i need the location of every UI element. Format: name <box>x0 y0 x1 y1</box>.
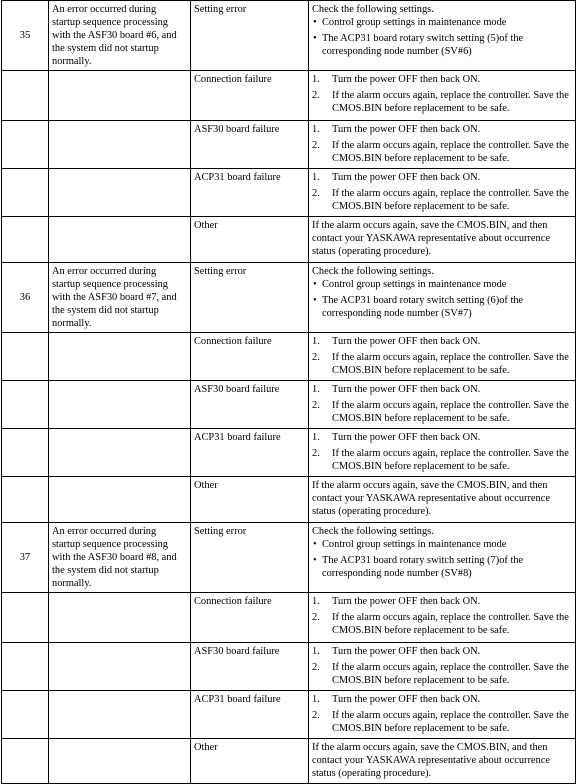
remedy-cell <box>309 643 576 691</box>
remedy-step-list <box>312 595 571 637</box>
remedy-cell <box>309 263 576 333</box>
table-row <box>2 71 576 121</box>
cause-cell: Connection failure <box>191 333 309 381</box>
remedy-step-item <box>312 171 571 184</box>
remedy-step-list <box>312 335 571 377</box>
remedy-cell <box>309 333 576 381</box>
remedy-cell <box>309 217 576 263</box>
table-row <box>2 691 576 739</box>
remedy-step-item <box>312 611 571 637</box>
remedy-step-item <box>312 645 571 658</box>
step-text: Turn the power OFF then back ON. <box>332 646 481 657</box>
step-number: 2. <box>312 90 320 101</box>
remedy-step-item <box>312 447 571 473</box>
step-number: 1. <box>312 172 320 183</box>
alarm-number <box>2 643 49 691</box>
alarm-table-body <box>2 1 576 784</box>
remedy-step-item <box>312 595 571 608</box>
alarm-description <box>49 477 191 523</box>
step-number: 2. <box>312 140 320 151</box>
table-row <box>2 121 576 169</box>
alarm-number <box>2 217 49 263</box>
step-number: 1. <box>312 596 320 607</box>
alarm-number <box>2 691 49 739</box>
remedy-bullet-item: • Control group settings in maintenance mode <box>312 278 571 291</box>
remedy-step-item <box>312 89 571 115</box>
remedy-step-item <box>312 431 571 444</box>
step-number: 2. <box>312 662 320 673</box>
remedy-bullet-list <box>312 278 571 320</box>
table-row <box>2 429 576 477</box>
alarm-description <box>49 643 191 691</box>
step-text: Turn the power OFF then back ON. <box>332 74 481 85</box>
step-number: 1. <box>312 336 320 347</box>
step-text: If the alarm occurs again, replace the controller. Save the CMOS.BIN before replacement to be safe. <box>332 662 569 686</box>
alarm-description <box>49 429 191 477</box>
step-text: Turn the power OFF then back ON. <box>332 694 481 705</box>
remedy-cell <box>309 477 576 523</box>
table-row <box>2 333 576 381</box>
remedy-step-item <box>312 399 571 425</box>
step-text: Turn the power OFF then back ON. <box>332 596 481 607</box>
alarm-number <box>2 333 49 381</box>
cause-cell: ASF30 board failure <box>191 643 309 691</box>
remedy-bullet-item: • The ACP31 board rotary switch setting (7)of the corresponding node number (SV#8) <box>312 554 571 580</box>
remedy-step-list <box>312 693 571 735</box>
remedy-step-item <box>312 73 571 86</box>
cause-cell: Connection failure <box>191 593 309 643</box>
step-number: 1. <box>312 694 320 705</box>
remedy-step-item <box>312 351 571 377</box>
remedy-step-item <box>312 383 571 396</box>
remedy-step-item <box>312 661 571 687</box>
step-text: If the alarm occurs again, replace the controller. Save the CMOS.BIN before replacement to be safe. <box>332 710 569 734</box>
step-number: 2. <box>312 188 320 199</box>
remedy-cell <box>309 169 576 217</box>
remedy-cell <box>309 121 576 169</box>
step-number: 1. <box>312 74 320 85</box>
cause-cell: ACP31 board failure <box>191 429 309 477</box>
alarm-number <box>2 121 49 169</box>
alarm-description <box>49 381 191 429</box>
step-text: Turn the power OFF then back ON. <box>332 336 481 347</box>
alarm-number <box>2 739 49 784</box>
step-number: 2. <box>312 448 320 459</box>
alarm-description: An error occurred during startup sequence processing with the ASF30 board #7, and the system did not startup normally. <box>49 263 191 333</box>
alarm-description <box>49 217 191 263</box>
cause-cell: Other <box>191 739 309 784</box>
remedy-bullet-list <box>312 16 571 58</box>
alarm-number: 37 <box>2 523 49 593</box>
alarm-description <box>49 691 191 739</box>
alarm-number: 36 <box>2 263 49 333</box>
alarm-description: An error occurred during startup sequence processing with the ASF30 board #8, and the system did not startup normally. <box>49 523 191 593</box>
step-number: 2. <box>312 352 320 363</box>
alarm-number <box>2 477 49 523</box>
remedy-bullet-item: • The ACP31 board rotary switch setting (6)of the corresponding node number (SV#7) <box>312 294 571 320</box>
cause-cell: ASF30 board failure <box>191 121 309 169</box>
step-text: If the alarm occurs again, replace the controller. Save the CMOS.BIN before replacement to be safe. <box>332 612 569 636</box>
table-row <box>2 477 576 523</box>
alarm-description <box>49 169 191 217</box>
remedy-cell <box>309 593 576 643</box>
table-row <box>2 217 576 263</box>
alarm-description <box>49 333 191 381</box>
remedy-cell <box>309 1 576 71</box>
table-row <box>2 643 576 691</box>
remedy-step-item <box>312 139 571 165</box>
step-number: 1. <box>312 646 320 657</box>
step-text: If the alarm occurs again, replace the controller. Save the CMOS.BIN before replacement to be safe. <box>332 400 569 424</box>
remedy-step-item <box>312 335 571 348</box>
table-row <box>2 169 576 217</box>
alarm-table <box>1 0 576 784</box>
remedy-intro: Check the following settings. <box>312 526 434 537</box>
remedy-step-list <box>312 431 571 473</box>
table-row <box>2 593 576 643</box>
step-number: 1. <box>312 124 320 135</box>
remedy-cell <box>309 523 576 593</box>
remedy-step-item <box>312 709 571 735</box>
alarm-description <box>49 739 191 784</box>
remedy-cell <box>309 429 576 477</box>
alarm-number <box>2 169 49 217</box>
remedy-text: If the alarm occurs again, save the CMOS.BIN, and then contact your YASKAWA representative about occurrence status (operating procedure). <box>312 480 550 517</box>
step-text: If the alarm occurs again, replace the controller. Save the CMOS.BIN before replacement to be safe. <box>332 90 569 114</box>
remedy-step-item <box>312 123 571 136</box>
remedy-intro: Check the following settings. <box>312 266 434 277</box>
remedy-bullet-list <box>312 538 571 580</box>
remedy-step-list <box>312 73 571 115</box>
table-row <box>2 523 576 593</box>
cause-cell: Other <box>191 217 309 263</box>
cause-cell: Setting error <box>191 523 309 593</box>
alarm-number <box>2 71 49 121</box>
step-number: 2. <box>312 710 320 721</box>
step-text: Turn the power OFF then back ON. <box>332 432 481 443</box>
alarm-description <box>49 121 191 169</box>
alarm-number: 35 <box>2 1 49 71</box>
remedy-bullet-item: • Control group settings in maintenance mode <box>312 16 571 29</box>
alarm-number <box>2 429 49 477</box>
alarm-number <box>2 593 49 643</box>
remedy-intro: Check the following settings. <box>312 4 434 15</box>
cause-cell: ASF30 board failure <box>191 381 309 429</box>
step-text: Turn the power OFF then back ON. <box>332 172 481 183</box>
step-number: 1. <box>312 432 320 443</box>
cause-cell: Other <box>191 477 309 523</box>
remedy-text: If the alarm occurs again, save the CMOS.BIN, and then contact your YASKAWA representative about occurrence status (operating procedure). <box>312 742 550 779</box>
remedy-step-item <box>312 187 571 213</box>
cause-cell: ACP31 board failure <box>191 169 309 217</box>
step-text: If the alarm occurs again, replace the controller. Save the CMOS.BIN before replacement to be safe. <box>332 188 569 212</box>
alarm-number <box>2 381 49 429</box>
cause-cell: Connection failure <box>191 71 309 121</box>
alarm-description <box>49 71 191 121</box>
remedy-step-list <box>312 383 571 425</box>
remedy-cell <box>309 71 576 121</box>
remedy-bullet-item: • Control group settings in maintenance mode <box>312 538 571 551</box>
cause-cell: Setting error <box>191 1 309 71</box>
remedy-step-list <box>312 645 571 687</box>
remedy-step-list <box>312 171 571 213</box>
alarm-description <box>49 593 191 643</box>
table-row <box>2 1 576 71</box>
step-number: 1. <box>312 384 320 395</box>
alarm-description: An error occurred during startup sequence processing with the ASF30 board #6, and the system did not startup normally. <box>49 1 191 71</box>
step-text: If the alarm occurs again, replace the controller. Save the CMOS.BIN before replacement to be safe. <box>332 140 569 164</box>
remedy-cell <box>309 739 576 784</box>
step-text: If the alarm occurs again, replace the controller. Save the CMOS.BIN before replacement to be safe. <box>332 352 569 376</box>
remedy-cell <box>309 691 576 739</box>
remedy-cell <box>309 381 576 429</box>
remedy-text: If the alarm occurs again, save the CMOS.BIN, and then contact your YASKAWA representative about occurrence status (operating procedure). <box>312 220 550 257</box>
cause-cell: Setting error <box>191 263 309 333</box>
step-number: 2. <box>312 612 320 623</box>
step-number: 2. <box>312 400 320 411</box>
table-row <box>2 739 576 784</box>
step-text: Turn the power OFF then back ON. <box>332 384 481 395</box>
table-row <box>2 381 576 429</box>
table-row <box>2 263 576 333</box>
remedy-step-list <box>312 123 571 165</box>
remedy-step-item <box>312 693 571 706</box>
cause-cell: ACP31 board failure <box>191 691 309 739</box>
step-text: If the alarm occurs again, replace the controller. Save the CMOS.BIN before replacement to be safe. <box>332 448 569 472</box>
remedy-bullet-item: • The ACP31 board rotary switch setting (5)of the corresponding node number (SV#6) <box>312 32 571 58</box>
step-text: Turn the power OFF then back ON. <box>332 124 481 135</box>
